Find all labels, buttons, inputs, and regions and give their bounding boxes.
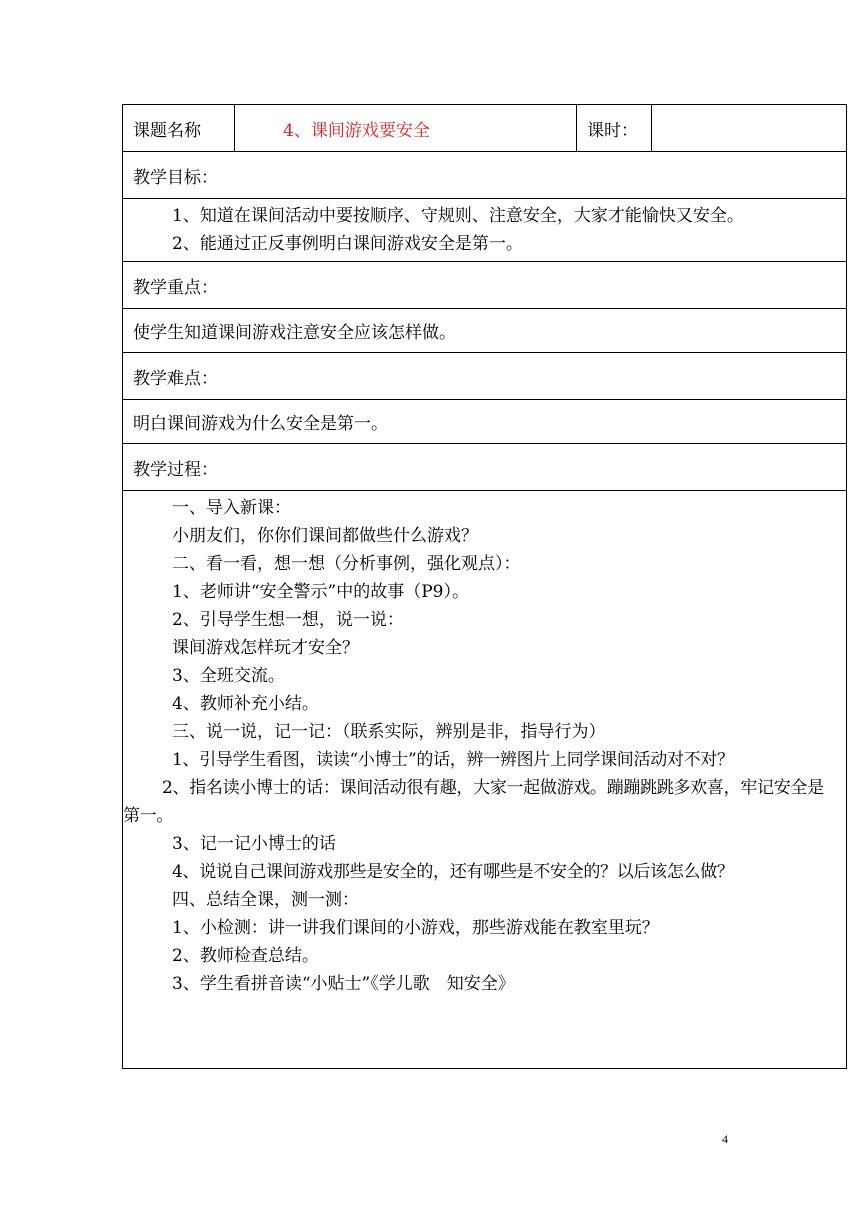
period-value — [652, 105, 847, 152]
process-line: 2、指名读小博士的话：课间活动很有趣，大家一起做游戏。蹦蹦跳跳多欢喜，牢记安全是第一。 — [123, 778, 824, 826]
page-number: 4 — [722, 1132, 728, 1146]
period-label: 课时： — [577, 105, 652, 152]
key-points-text: 使学生知道课间游戏注意安全应该怎样做。 — [123, 309, 847, 353]
objective-line: 1、知道在课间活动中要按顺序、守规则、注意安全，大家才能愉快又安全。 — [172, 206, 744, 226]
process-line: 三、说一说，记一记：（联系实际，辨别是非，指导行为） — [172, 722, 606, 742]
objectives-content-row — [123, 199, 847, 262]
process-line: 课间游戏怎样玩才安全？ — [172, 638, 359, 658]
process-label: 教学过程： — [123, 444, 847, 491]
key-points-label: 教学重点： — [123, 262, 847, 309]
objectives-label-row — [123, 152, 847, 199]
process-line: 1、老师讲“安全警示”中的故事（P9）。 — [172, 582, 469, 602]
difficulties-label-row — [123, 353, 847, 400]
process-line: 2、教师检查总结。 — [172, 946, 319, 966]
process-line: 二、看一看，想一想（分析事例，强化观点）： — [172, 554, 521, 574]
difficulties-content-row — [123, 400, 847, 444]
process-line: 1、小检测：讲一讲我们课间的小游戏，那些游戏能在教室里玩？ — [172, 918, 659, 938]
process-line: 4、说说自己课间游戏那些是安全的，还有哪些是不安全的？以后该怎么做？ — [172, 862, 734, 882]
process-line: 小朋友们，你你们课间都做些什么游戏？ — [172, 526, 478, 546]
difficulties-label: 教学难点： — [123, 353, 847, 400]
process-line: 1、引导学生看图，读读“小博士”的话，辨一辨图片上同学课间活动对不对？ — [172, 750, 734, 770]
objectives-label: 教学目标： — [123, 152, 847, 199]
lesson-plan-table — [122, 104, 847, 1069]
topic-title: 4、课间游戏要安全 — [235, 105, 577, 152]
process-content — [123, 491, 847, 1069]
process-line: 一、导入新课： — [172, 498, 291, 518]
process-label-row — [123, 444, 847, 491]
process-line: 2、引导学生想一想，说一说： — [172, 610, 404, 630]
process-content-row — [123, 491, 847, 1069]
process-line: 4、教师补充小结。 — [172, 694, 319, 714]
process-line: 四、总结全课，测一测： — [172, 890, 359, 910]
difficulties-text: 明白课间游戏为什么安全是第一。 — [123, 400, 847, 444]
process-line: 3、记一记小博士的话 — [172, 834, 336, 854]
key-points-content-row — [123, 309, 847, 353]
process-line: 3、全班交流。 — [172, 666, 285, 686]
objectives-content — [123, 199, 847, 262]
header-row — [123, 105, 847, 152]
process-line: 3、学生看拼音读“小贴士”《学儿歌 知安全》 — [172, 974, 515, 994]
objective-line: 2、能通过正反事例明白课间游戏安全是第一。 — [172, 234, 523, 254]
key-points-label-row — [123, 262, 847, 309]
topic-label: 课题名称 — [123, 105, 235, 152]
